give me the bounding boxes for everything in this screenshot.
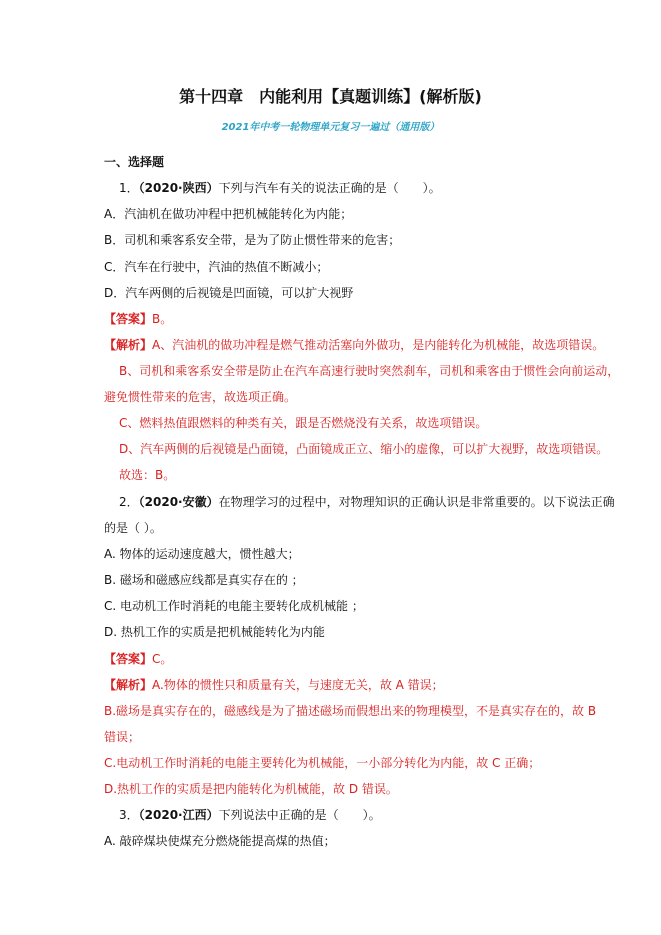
answer-label: 【答案】 — [104, 652, 153, 666]
q1-option-c: C．汽车在行驶中，汽油的热值不断减小； — [104, 260, 329, 274]
question-2-stem — [119, 494, 615, 510]
section-heading: 一、选择题 — [104, 155, 165, 169]
q2-answer — [104, 651, 172, 667]
answer-value: B。 — [152, 312, 173, 326]
q1-analysis-b-line2: 避免惯性带来的危害，故选项正确。 — [104, 390, 297, 404]
analysis-label: 【解析】 — [104, 678, 153, 692]
q2-analysis-b-line2: 错误； — [104, 730, 141, 744]
q2-analysis-a — [104, 677, 444, 693]
q2-analysis-d: D.热机工作的实质是把内能转化为机械能，故 D 错误。 — [104, 782, 398, 796]
q2-analysis-b-line1: B.磁场是真实存在的，磁感线是为了描述磁场而假想出来的物理模型，不是真实存在的，故 B — [104, 704, 597, 718]
q2-option-b: B. 磁场和磁感应线都是真实存在的 ； — [104, 573, 304, 587]
analysis-text: A、汽油机的做功冲程是燃气推动活塞向外做功，是内能转化为机械能，故选项错误。 — [152, 338, 605, 352]
question-source: （2020·陕西） — [138, 181, 219, 195]
question-source: （2020·江西） — [138, 808, 219, 822]
q1-final-choice: 故选：B。 — [119, 468, 176, 482]
question-text: 下列与汽车有关的说法正确的是（ ）。 — [218, 181, 441, 195]
q3-option-a: A. 敲碎煤块使煤充分燃烧能提高煤的热值； — [104, 834, 336, 848]
q1-analysis-d: D、汽车两侧的后视镜是凸面镜，凸面镜成正立、缩小的虚像，可以扩大视野，故选项错误。 — [119, 442, 609, 456]
question-number: 2． — [119, 495, 139, 509]
question-text: 下列说法中正确的是（ ）。 — [218, 808, 381, 822]
q1-option-d: D．汽车两侧的后视镜是凹面镜，可以扩大视野 — [104, 286, 354, 300]
question-number: 1． — [119, 181, 139, 195]
q1-analysis-b-line1: B、司机和乘客系安全带是防止在汽车高速行驶时突然刹车，司机和乘客由于惯性会向前运动， — [119, 364, 620, 378]
analysis-label: 【解析】 — [104, 338, 153, 352]
answer-value: C。 — [152, 652, 173, 666]
analysis-text: A.物体的惯性只和质量有关，与速度无关，故 A 错误； — [152, 678, 444, 692]
q1-analysis-a — [104, 337, 604, 353]
q2-analysis-c: C.电动机工作时消耗的电能主要转化为机械能，一小部分转化为内能，故 C 正确； — [104, 756, 541, 770]
question-2-stem-line2: 的是（ ）。 — [104, 521, 162, 535]
answer-label: 【答案】 — [104, 312, 153, 326]
q1-answer — [104, 311, 172, 327]
q1-option-a: A．汽油机在做功冲程中把机械能转化为内能； — [104, 207, 353, 221]
q1-option-b: B．司机和乘客系安全带，是为了防止惯性带来的危害； — [104, 233, 401, 247]
q2-option-c: C. 电动机工作时消耗的电能主要转化成机械能 ； — [104, 599, 364, 613]
q2-option-a: A. 物体的运动速度越大，惯性越大； — [104, 547, 300, 561]
question-text: 在物理学习的过程中，对物理知识的正确认识是非常重要的。以下说法正确 — [218, 495, 615, 509]
question-source: （2020·安徽） — [138, 495, 219, 509]
question-3-stem — [119, 807, 381, 823]
question-1-stem — [119, 180, 441, 196]
question-number: 3． — [119, 808, 139, 822]
q2-option-d: D. 热机工作的实质是把机械能转化为内能 — [104, 625, 325, 639]
page-title: 第十四章 内能利用【真题训练】(解析版) — [179, 87, 482, 106]
q1-analysis-c: C、燃料热值跟燃料的种类有关，跟是否燃烧没有关系，故选项错误。 — [119, 416, 488, 430]
page-subtitle: 2021年中考一轮物理单元复习一遍过（通用版） — [221, 122, 440, 133]
